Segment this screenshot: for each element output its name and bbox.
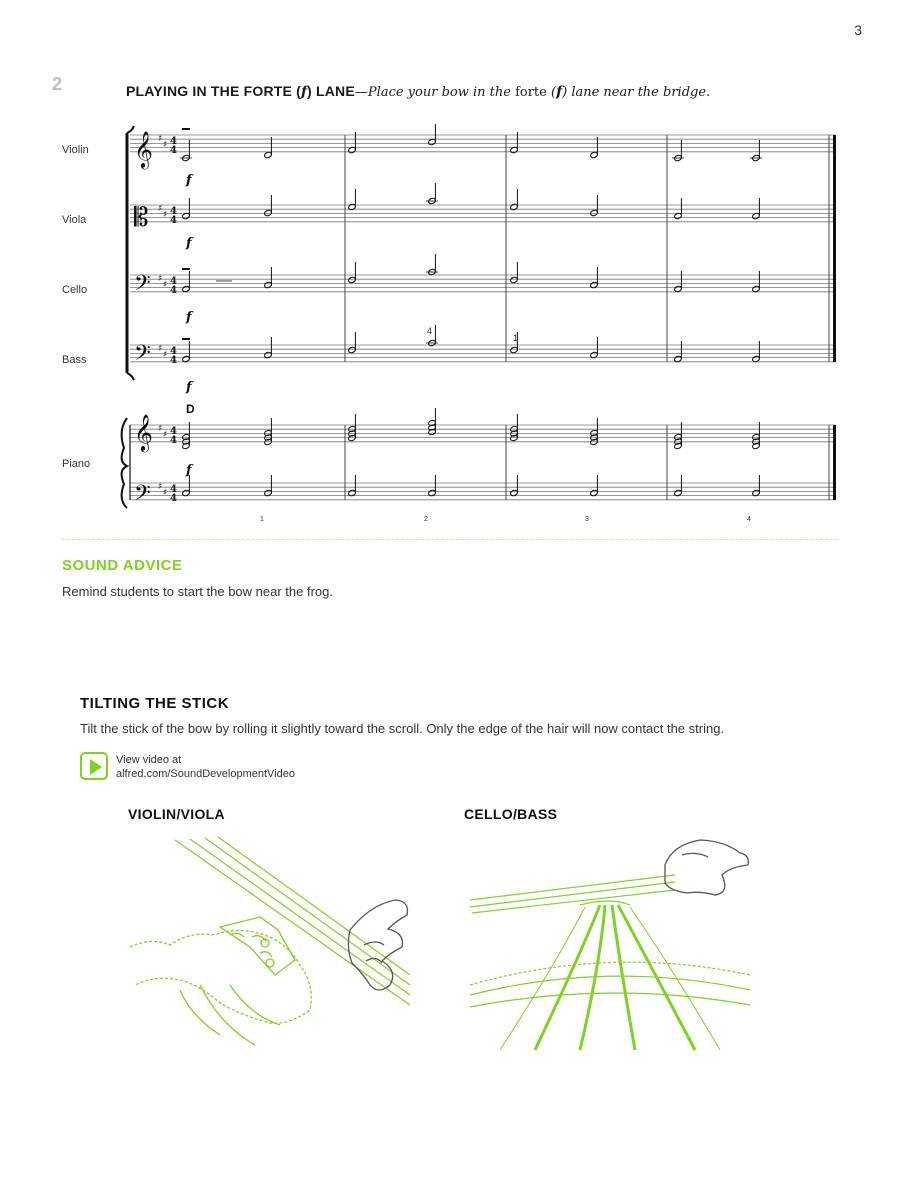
sharp-sign: ♯ <box>163 488 168 498</box>
down-bow-mark <box>182 268 190 270</box>
bracket-bottom <box>127 373 134 380</box>
time-signature-top: 4 <box>170 136 177 147</box>
exercise-instruction-prefix: —Place your bow in the <box>354 85 516 100</box>
time-signature-top: 4 <box>170 426 177 437</box>
instrument-label-bass: Bass <box>62 354 87 366</box>
sharp-sign: ♯ <box>163 430 168 440</box>
time-signature-bottom: 4 <box>170 215 177 226</box>
time-signature-bottom: 4 <box>170 493 177 504</box>
time-signature-bottom: 4 <box>170 145 177 156</box>
time-signature-top: 4 <box>170 206 177 217</box>
treble-clef-violin: 𝄞 <box>134 130 153 168</box>
final-barline-thick <box>833 135 836 362</box>
tilting-text: Tilt the stick of the bow by rolling it slightly toward the scroll. Only the edge of the hair will now contact the string. <box>80 721 725 736</box>
page-number: 3 <box>854 22 862 38</box>
fingering-number: 1 <box>513 333 519 343</box>
cello-bass-title: CELLO/BASS <box>464 806 558 822</box>
time-signature-top: 4 <box>170 346 177 357</box>
exercise-title-suffix: ) LANE <box>307 83 355 99</box>
video-link[interactable]: alfred.com/SoundDevelopmentVideo <box>116 768 295 780</box>
measure-number: 2 <box>424 516 428 523</box>
sound-advice-text: Remind students to start the bow near the frog. <box>62 584 333 599</box>
dynamic-forte: f <box>186 310 192 325</box>
measure-number: 3 <box>585 516 589 523</box>
staff-lines <box>130 135 836 500</box>
dynamic-forte: f <box>186 173 192 188</box>
instrument-label-cello: Cello <box>62 284 88 296</box>
cello-bass-illustration <box>460 835 760 1055</box>
measure-number: 4 <box>747 516 751 523</box>
final-barline-thick <box>833 425 836 500</box>
music-score <box>0 0 900 540</box>
sharp-sign: ♯ <box>163 210 168 220</box>
exercise-title-dynamic: f <box>301 84 308 100</box>
sharp-sign: ♯ <box>163 280 168 290</box>
piano-brace <box>122 418 127 508</box>
alto-clef-viola: 𝄡 <box>134 203 149 233</box>
violin-viola-illustration <box>120 835 420 1055</box>
exercise-instruction-forte: forte <box>515 85 547 100</box>
bass-clef-cello: 𝄢 <box>134 271 151 301</box>
sharp-sign: ♯ <box>158 482 163 492</box>
sharp-sign: ♯ <box>158 204 163 214</box>
instrument-label-viola: Viola <box>62 214 87 226</box>
tilting-title: TILTING THE STICK <box>80 695 230 712</box>
key-time-signatures <box>158 134 177 504</box>
sharp-sign: ♯ <box>163 140 168 150</box>
sound-advice-title: SOUND ADVICE <box>62 557 183 574</box>
time-signature-top: 4 <box>170 276 177 287</box>
bass-clef-bass: 𝄢 <box>134 341 151 371</box>
sharp-sign: ♯ <box>158 274 163 284</box>
down-bow-mark <box>182 338 190 340</box>
violin-viola-title: VIOLIN/VIOLA <box>128 806 225 822</box>
time-signature-bottom: 4 <box>170 285 177 296</box>
sharp-sign: ♯ <box>163 350 168 360</box>
down-bow-mark <box>182 128 190 130</box>
chord-symbol: D <box>186 402 195 416</box>
sharp-sign: ♯ <box>158 134 163 144</box>
exercise-number: 2 <box>52 74 63 94</box>
measure-number: 1 <box>260 516 264 523</box>
dynamic-forte: f <box>186 236 192 251</box>
sharp-sign: ♯ <box>158 424 163 434</box>
section-divider <box>62 539 838 540</box>
sharp-sign: ♯ <box>158 344 163 354</box>
dynamic-forte: f <box>186 463 192 478</box>
bass-clef-piano: 𝄢 <box>134 481 151 511</box>
time-signature-bottom: 4 <box>170 355 177 366</box>
exercise-instruction-end: ) lane near the bridge. <box>562 85 711 100</box>
video-label: View video at <box>116 754 182 766</box>
treble-clef-piano: 𝄞 <box>134 413 153 451</box>
time-signature-top: 4 <box>170 484 177 495</box>
instrument-label-piano: Piano <box>62 458 91 470</box>
play-icon <box>90 759 102 775</box>
bracket-top <box>127 126 134 133</box>
time-signature-bottom: 4 <box>170 435 177 446</box>
exercise-instruction-dynamic: f <box>556 84 563 100</box>
dynamic-forte: f <box>186 380 192 395</box>
notes <box>180 124 762 497</box>
fingering-number: 4 <box>427 326 433 336</box>
play-video-button[interactable] <box>80 752 108 780</box>
exercise-title-prefix: PLAYING IN THE FORTE ( <box>126 83 302 99</box>
instrument-label-violin: Violin <box>62 144 89 156</box>
exercise-instruction-middle: ( <box>546 85 557 100</box>
